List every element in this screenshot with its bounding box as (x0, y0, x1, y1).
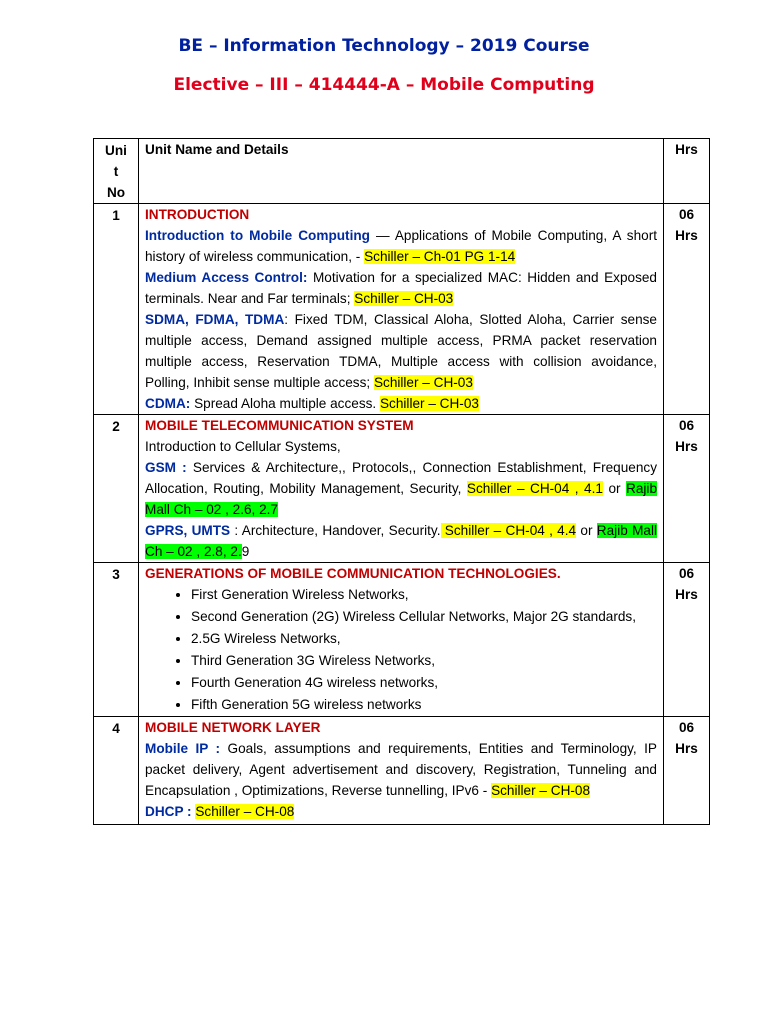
topic-paragraph (145, 457, 657, 520)
topic-text: — Applications of Mobile Computing, A short history of wireless communication, - (145, 228, 657, 264)
topic-paragraph (145, 801, 657, 822)
reference-highlight: Schiller – CH-08 (491, 783, 591, 798)
topic-paragraph (145, 309, 657, 393)
unit-heading: MOBILE TELECOMMUNICATION SYSTEM (145, 418, 414, 433)
topic-text: : Fixed TDM, Classical Aloha, Slotted Aloha, Carrier sense multiple access, Demand assigned multiple access, PRMA packet reservation multiple access, Reservation TDMA, Multiple access with collision avoidance, Polling, Inhibit sense multiple access; (145, 312, 657, 390)
header-hrs: Hrs (664, 139, 710, 204)
topic-keyword: Medium Access Control: (145, 270, 308, 285)
subtitle: Elective – III – 414444-A – Mobile Computing (173, 75, 595, 95)
or-text: or (580, 523, 597, 538)
reference-highlight: Schiller – CH-03 (379, 396, 479, 411)
topic-keyword: Introduction to Mobile Computing (145, 228, 370, 243)
list-item: • Third Generation 3G Wireless Networks, (191, 650, 657, 672)
unit-details (139, 204, 664, 415)
unit-details (139, 415, 664, 563)
unit-details (139, 563, 664, 717)
topic-text: Goals, assumptions and requirements, Entities and Terminology, IP packet delivery, Agent advertisement and discovery, Registration, Tunneling and Encapsulation , Optimizations, Reverse tunnelling, IPv6 - (145, 741, 657, 798)
topic-text: 9 (241, 544, 250, 559)
reference-highlight: Schiller – CH-04 , 4.1 (466, 481, 603, 496)
list-item: • Second Generation (2G) Wireless Cellular Networks, Major 2G standards, (191, 606, 657, 628)
topic-text: Motivation for a specialized MAC: Hidden and Exposed terminals. Near and Far terminals; (145, 270, 657, 306)
table-header-row (94, 139, 710, 204)
topic-keyword: DHCP : (145, 804, 192, 819)
hours-value: 06 (678, 418, 695, 433)
unit-hours (664, 415, 710, 563)
unit-number: 3 (94, 563, 139, 717)
generation-list (145, 584, 657, 716)
reference-highlight: Schiller – CH-03 (373, 375, 473, 390)
topic-paragraph (145, 738, 657, 801)
reference-highlight: Schiller – CH-03 (354, 291, 454, 306)
syllabus-table (93, 138, 710, 825)
hours-value: 06 (678, 566, 695, 581)
header-unit-line1: Uni (105, 143, 127, 158)
reference-highlight: Schiller – CH-08 (195, 804, 295, 819)
hours-value: 06 (678, 720, 695, 735)
list-item: • 2.5G Wireless Networks, (191, 628, 657, 650)
reference-highlight-alt: Rajib Mall Ch – 02 , 2.8, 2. (145, 523, 657, 559)
unit-hours (664, 204, 710, 415)
title: BE – Information Technology – 2019 Course (178, 36, 590, 56)
unit-number: 2 (94, 415, 139, 563)
header-unit-line2: t (113, 164, 119, 179)
hours-value: 06 (678, 207, 695, 222)
topic-paragraph (145, 520, 657, 562)
topic-paragraph (145, 225, 657, 267)
unit-number: 1 (94, 204, 139, 415)
table-row (94, 204, 710, 415)
table-row (94, 563, 710, 717)
or-text: or (602, 481, 627, 496)
hours-unit: Hrs (675, 587, 698, 602)
list-item: • Fifth Generation 5G wireless networks (191, 694, 657, 716)
header-unit-line3: No (106, 185, 126, 200)
unit-hours (664, 717, 710, 825)
topic-keyword: GPRS, UMTS (145, 523, 231, 538)
header-details: Unit Name and Details (139, 139, 664, 204)
unit-details (139, 717, 664, 825)
topic-paragraph (145, 267, 657, 309)
topic-text: Spread Aloha multiple access. (190, 396, 380, 411)
reference-highlight: Schiller – Ch-01 PG 1-14 (364, 249, 516, 264)
unit-hours (664, 563, 710, 717)
reference-highlight-alt: Rajib Mall Ch – 02 , 2.6, 2.7 (145, 481, 658, 517)
unit-heading: MOBILE NETWORK LAYER (145, 720, 321, 735)
unit-heading: INTRODUCTION (145, 207, 250, 222)
topic-keyword: GSM : (145, 460, 187, 475)
list-item: • Fourth Generation 4G wireless networks, (191, 672, 657, 694)
table-row (94, 717, 710, 825)
topic-keyword: SDMA, FDMA, TDMA (145, 312, 285, 327)
unit-number: 4 (94, 717, 139, 825)
topic-paragraph (145, 393, 657, 414)
table-row (94, 415, 710, 563)
unit-heading: GENERATIONS OF MOBILE COMMUNICATION TECHNOLOGIES. (145, 566, 561, 581)
reference-highlight: Schiller – CH-04 , 4.4 (440, 523, 577, 538)
topic-keyword: CDMA: (145, 396, 191, 411)
topic-text: Introduction to Cellular Systems, (145, 439, 341, 454)
hours-unit: Hrs (675, 439, 698, 454)
list-item: • First Generation Wireless Networks, (191, 584, 657, 606)
topic-keyword: Mobile IP : (145, 741, 221, 756)
header-unit-no (94, 139, 139, 204)
topic-text: : Architecture, Handover, Security. (230, 523, 441, 538)
topic-text: Services & Architecture,, Protocols,, Connection Establishment, Frequency Allocation, Routing, Mobility Management, Security, (145, 460, 657, 496)
hours-unit: Hrs (675, 741, 698, 756)
hours-unit: Hrs (675, 228, 698, 243)
